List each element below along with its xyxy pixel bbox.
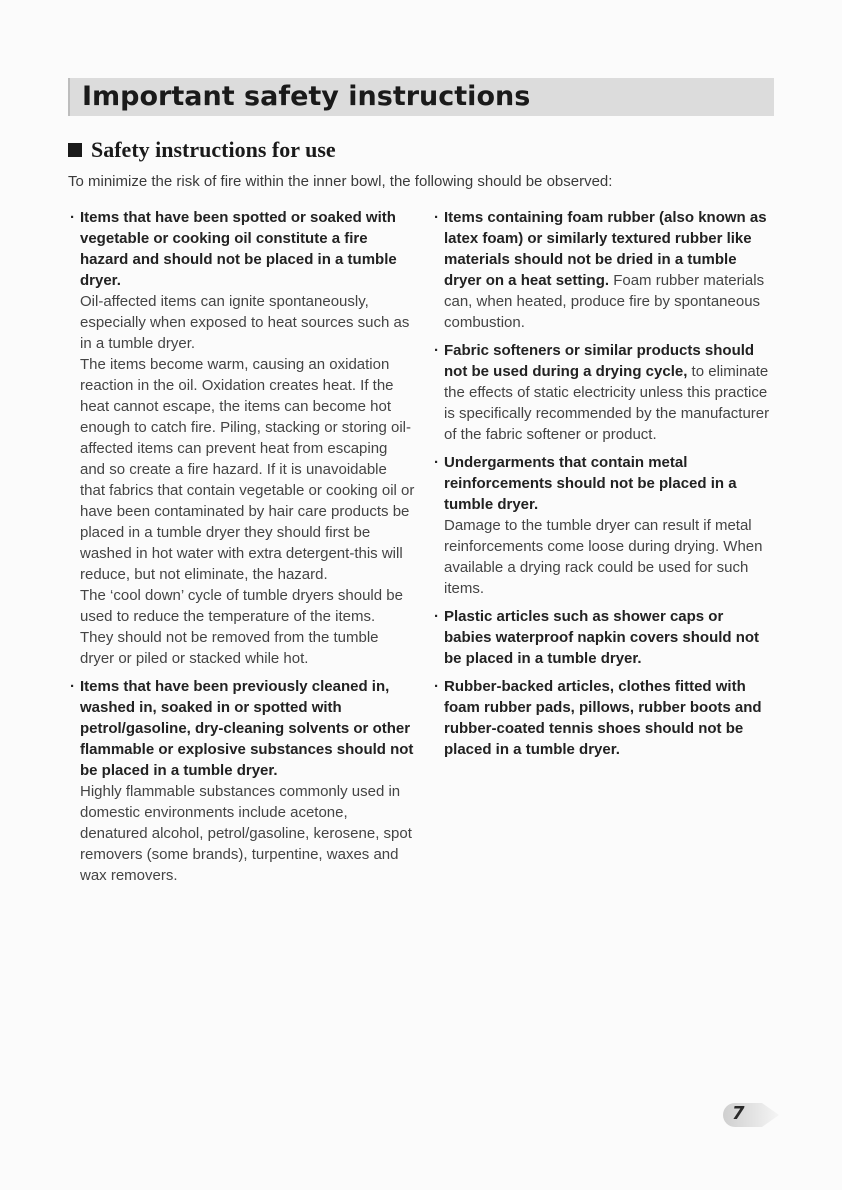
- item-detail: Foam rubber materials can, when heated, produce fire by spontaneous combustion.: [444, 272, 765, 331]
- item-detail: to eliminate the effects of static electricity unless this practice is specifically recommended by the manufacturer of the fabric softener or product.: [444, 363, 770, 443]
- list-item: [434, 452, 774, 599]
- bullet-icon: ·: [434, 608, 439, 625]
- left-column: [70, 207, 415, 893]
- list-item: [434, 207, 774, 333]
- page-number-tab: [722, 1102, 780, 1128]
- list-item: [434, 676, 774, 760]
- page-title: Important safety instructions: [82, 81, 531, 112]
- title-bar: [68, 78, 774, 116]
- item-warning: Items that have been previously cleaned in, washed in, soaked in or spotted with petrol/gasoline, dry-cleaning solvents or other flammable or explosive substances should not be placed in a tumble dryer.: [80, 678, 414, 779]
- section-heading: [68, 136, 336, 164]
- item-paragraph: The ‘cool down’ cycle of tumble dryers should be used to reduce the temperature of the items.: [80, 587, 403, 625]
- item-warning: Items containing foam rubber (also known as latex foam) or similarly textured rubber like materials should not be dried in a tumble dryer on a heat setting.: [444, 209, 767, 289]
- item-paragraph: Damage to the tumble dryer can result if metal reinforcements come loose during drying. When available a drying rack could be used for such items.: [444, 517, 763, 597]
- item-warning: Undergarments that contain metal reinforcements should not be placed in a tumble dryer.: [444, 454, 737, 513]
- intro-text: To minimize the risk of fire within the inner bowl, the following should be observed:: [68, 173, 613, 190]
- item-warning: Items that have been spotted or soaked with vegetable or cooking oil constitute a fire hazard and should not be placed in a tumble dryer.: [80, 209, 397, 289]
- list-item: [70, 207, 415, 669]
- item-warning: Rubber-backed articles, clothes fitted with foam rubber pads, pillows, rubber boots and rubber-coated tennis shoes should not be placed in a tumble dryer.: [444, 678, 762, 758]
- item-paragraph: They should not be removed from the tumble dryer or piled or stacked while hot.: [80, 629, 379, 667]
- bullet-icon: ·: [434, 342, 439, 359]
- bullet-icon: ·: [434, 678, 439, 695]
- page-tab-icon: [722, 1102, 780, 1128]
- list-item: [70, 676, 415, 886]
- item-warning: Fabric softeners or similar products should not be used during a drying cycle,: [444, 342, 755, 380]
- list-item: [434, 606, 774, 669]
- bullet-icon: ·: [434, 454, 439, 471]
- list-item: [434, 340, 774, 445]
- item-paragraph: Highly flammable substances commonly used in domestic environments include acetone, denatured alcohol, petrol/gasoline, kerosene, spot removers (some brands), turpentine, waxes and wax removers.: [80, 783, 412, 884]
- item-paragraph: The items become warm, causing an oxidation reaction in the oil. Oxidation creates heat. If the heat cannot escape, the items can become hot enough to catch fire. Piling, stacking or storing oil-affected items can prevent heat from escaping and so create a fire hazard. If it is unavoidable that fabrics that contain vegetable or cooking oil or have been contaminated by hair care products be placed in a tumble dryer they should first be washed in hot water with extra detergent-this will reduce, but not eliminate, the hazard.: [80, 356, 415, 583]
- item-warning: Plastic articles such as shower caps or babies waterproof napkin covers should not be placed in a tumble dryer.: [444, 608, 760, 667]
- item-paragraph: Oil-affected items can ignite spontaneously, especially when exposed to heat sources such as in a tumble dryer.: [80, 293, 410, 352]
- bullet-icon: ·: [70, 209, 75, 226]
- right-column: [434, 207, 774, 767]
- page-number: 7: [732, 1103, 745, 1124]
- section-title: Safety instructions for use: [91, 137, 336, 162]
- bullet-icon: ·: [70, 678, 75, 695]
- square-bullet-icon: [68, 143, 82, 157]
- bullet-icon: ·: [434, 209, 439, 226]
